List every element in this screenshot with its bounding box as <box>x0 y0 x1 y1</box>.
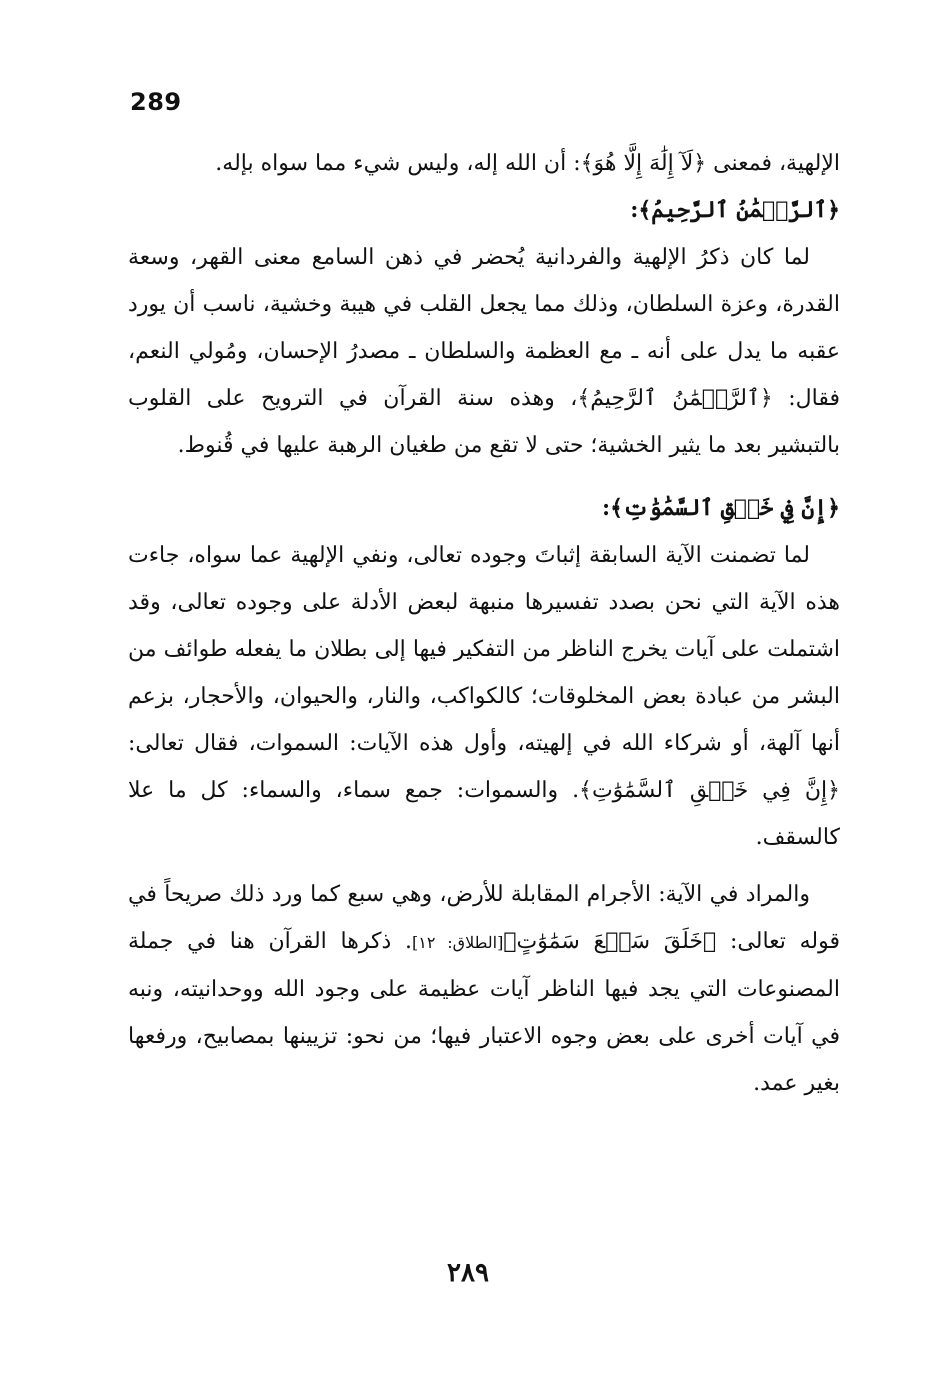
paragraph-rahman-rahim: لما كان ذكرُ الإلهية والفردانية يُحضر في ذهن السامع معنى القهر، وسعة القدرة، وعزة السلطان، وذلك مما يجعل القلب في هيبة وخشية، ناسب أن يورد عقبه ما يدل على أنه ـ مع العظمة والسلطان ـ مصدرُ الإحسان، ومُولي النعم، فقال: ﴿ٱلرَّحۡمَٰنُ ٱلرَّحِيمُ﴾، وهذه سنة القرآن في الترويح على القلوب بالتبشير بعد ما يثير الخشية؛ حتى لا تقع من طغيان الرهبة عليها في قُنوط. <box>128 245 840 458</box>
paragraph-seven-heavens-part2: . ذكرها القرآن هنا في جملة المصنوعات التي يجد فيها الناظر آيات عظيمة على وجود الله ووحدانيته، ونبه في آيات أخرى على بعض وجوه الاعتبار فيها؛ من نحو: تزيينها بمصابيح، ورفعها بغير عمد. <box>128 929 840 1096</box>
paragraph-heavens-intro: لما تضمنت الآية السابقة إثباتَ وجوده تعالى، ونفي الإلهية عما سواه، جاءت هذه الآية التي نحن بصدد تفسيرها منبهة لبعض الأدلة على وجوده تعالى، وقد اشتملت على آيات يخرج الناظر من التفكير فيها إلى بطلان ما يفعله طوائف من البشر من عبادة بعض المخلوقات؛ كالكواكب، والنار، والحيوان، والأحجار، بزعم أنها آلهة، أو شركاء الله في إلهيته، وأول هذه الآيات: السموات، فقال تعالى: ﴿إِنَّ فِي خَلۡقِ ٱلسَّمَٰوَٰتِ﴾. والسموات: جمع سماء، والسماء: كل ما علا كالسقف. <box>128 543 840 850</box>
paragraph-seven-heavens-part1: والمراد في الآية: الأجرام المقابلة للأرض، وهي سبع كما ورد ذلك صريحاً في قوله تعالى: ﴿خَلَقَ سَبۡعَ سَمَٰوَٰتٍ﴾ <box>128 882 841 954</box>
verse-reference: [الطلاق: ١٢] <box>412 933 504 952</box>
verse-heading-heavens: ﴿إِنَّ فِي خَلۡقِ ٱلسَّمَٰوَٰتِ﴾: <box>602 495 840 521</box>
page-number-arabic: ٢٨٩ <box>447 1258 489 1288</box>
verse-heading-rahman-rahim: ﴿ٱلرَّحۡمَٰنُ ٱلرَّحِيمُ﴾: <box>630 197 840 223</box>
paragraph-seven-heavens <box>128 871 840 1107</box>
page-number-latin: 289 <box>130 88 182 116</box>
page-body <box>128 140 840 1107</box>
text-line-continuation: الإلهية، فمعنى ﴿لَآ إِلَٰهَ إِلَّا هُوَ﴾: أن الله إله، وليس شيء مما سواه بإله. <box>215 151 840 176</box>
